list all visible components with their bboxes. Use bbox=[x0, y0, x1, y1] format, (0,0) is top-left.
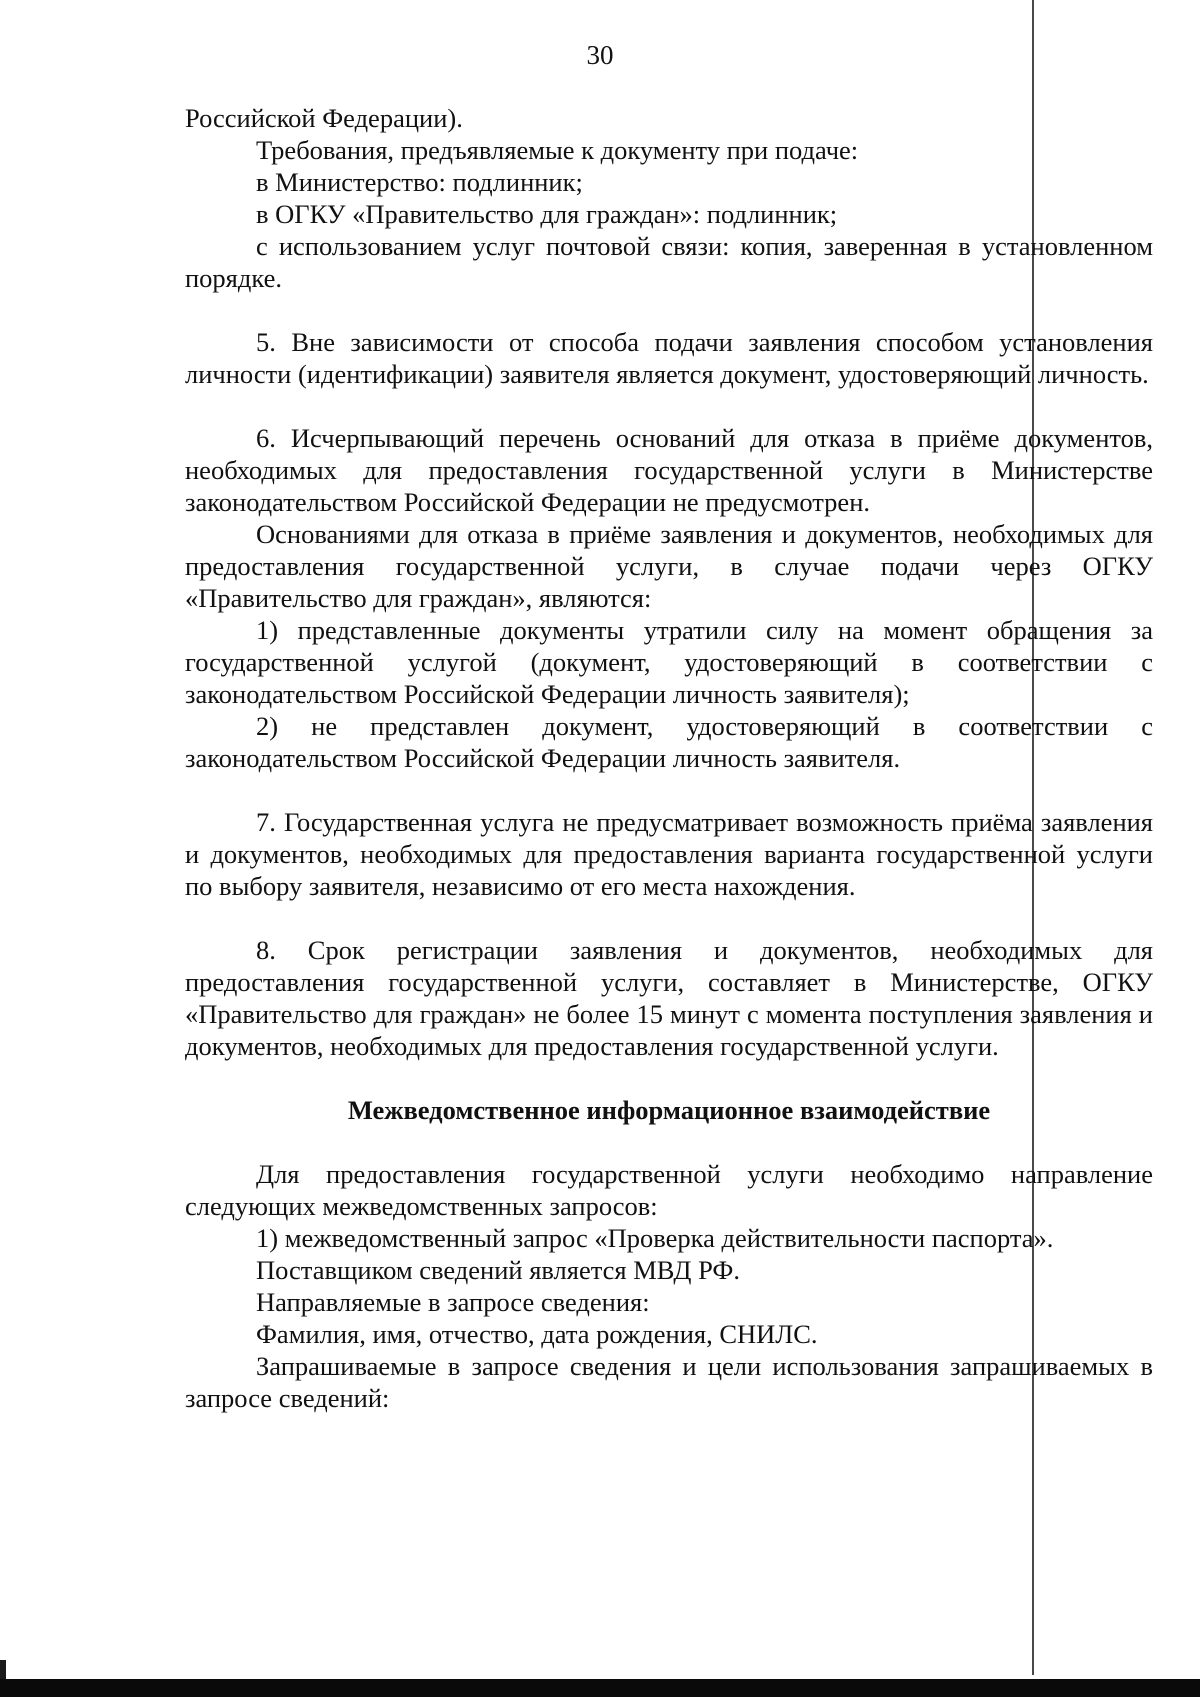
paragraph: в ОГКУ «Правительство для граждан»: подлинник; bbox=[256, 199, 838, 229]
paragraph: Направляемые в запросе сведения: bbox=[256, 1287, 650, 1317]
paragraph: Фамилия, имя, отчество, дата рождения, СНИЛС. bbox=[256, 1319, 818, 1349]
paragraph: 8. Срок регистрации заявления и документов, необходимых для предоставления государственной услуги, составляет в Министерстве, ОГКУ «Правительство для граждан» не более 15 минут с момента поступления заявления и документов, необходимых для предоставления государственной услуги. bbox=[185, 935, 1153, 1061]
paragraph: 7. Государственная услуга не предусматривает возможность приёма заявления и документов, необходимых для предоставления варианта государственной услуги по выбору заявителя, независимо от его места нахождения. bbox=[185, 807, 1153, 901]
paragraph: Основаниями для отказа в приёме заявления и документов, необходимых для предоставления государственной услуги, в случае подачи через ОГКУ «Правительство для граждан», являются: bbox=[185, 519, 1153, 613]
paragraph: Требования, предъявляемые к документу при подаче: bbox=[256, 135, 859, 165]
paragraph: Для предоставления государственной услуги необходимо направление следующих межведомственных запросов: bbox=[185, 1159, 1153, 1221]
document-body bbox=[185, 102, 1153, 1414]
paragraph: 6. Исчерпывающий перечень оснований для отказа в приёме документов, необходимых для предоставления государственной услуги в Министерстве законодательством Российской Федерации не предусмотрен. bbox=[185, 423, 1153, 517]
paragraph: 5. Вне зависимости от способа подачи заявления способом установления личности (идентификации) заявителя является документ, удостоверяющий личность. bbox=[185, 327, 1153, 389]
page-number: 30 bbox=[586, 40, 614, 70]
paragraph: Поставщиком сведений является МВД РФ. bbox=[256, 1255, 740, 1285]
paragraph: Запрашиваемые в запросе сведения и цели использования запрашиваемых в запросе сведений: bbox=[185, 1351, 1153, 1413]
paragraph: 1) представленные документы утратили силу на момент обращения за государственной услугой (документ, удостоверяющий в соответствии с законодательством Российской Федерации личность заявителя); bbox=[185, 615, 1153, 709]
paragraph: 2) не представлен документ, удостоверяющий в соответствии с законодательством Российской Федерации личность заявителя. bbox=[185, 711, 1153, 773]
section-heading: Межведомственное информационное взаимодействие bbox=[347, 1095, 991, 1125]
paragraph: с использованием услуг почтовой связи: копия, заверенная в установленном порядке. bbox=[185, 231, 1153, 293]
paragraph: Российской Федерации). bbox=[185, 103, 463, 133]
paragraph: в Министерство: подлинник; bbox=[256, 167, 583, 197]
paragraph: 1) межведомственный запрос «Проверка действительности паспорта». bbox=[256, 1223, 1054, 1253]
scan-bottom-border bbox=[0, 1679, 1200, 1697]
